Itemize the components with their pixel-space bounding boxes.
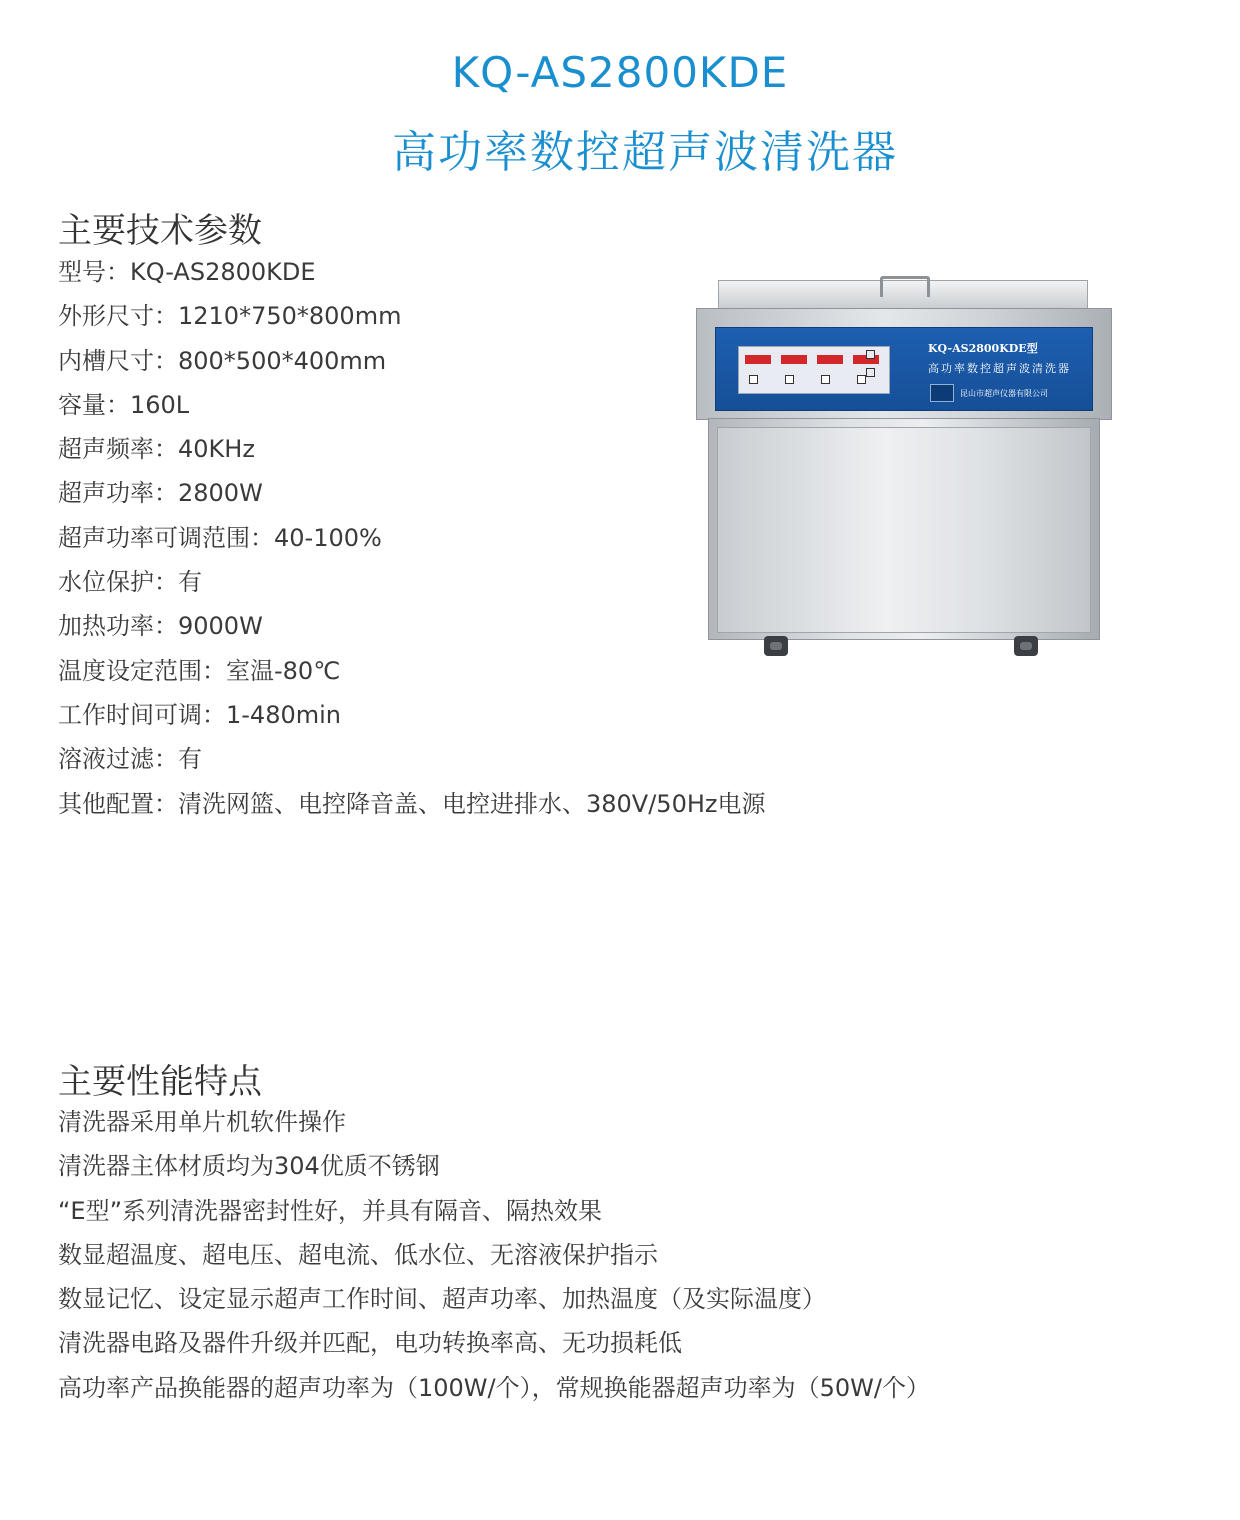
specs-heading: 主要技术参数 [58,211,262,251]
readout-time [817,355,843,364]
features-heading: 主要性能特点 [58,1062,262,1102]
panel-button [857,375,866,384]
caster-wheel [1014,636,1038,656]
spec-item: 溶液过滤：有 [58,745,202,774]
feature-item: 数显超温度、超电压、超电流、低水位、无溶液保护指示 [58,1240,658,1269]
spec-item: 加热功率：9000W [58,612,263,641]
front-panel [717,427,1091,633]
spec-item: 超声功率：2800W [58,479,263,508]
feature-item: 清洗器主体材质均为304优质不锈钢 [58,1152,440,1181]
panel-button [821,375,830,384]
spec-item: 内槽尺寸：800*500*400mm [58,346,387,375]
panel-model-label: KQ-AS2800KDE型 [928,342,1038,355]
company-logo [930,384,954,402]
feature-item: 清洗器电路及器件升级并匹配，电功转换率高、无功损耗低 [58,1329,682,1358]
spec-item: 型号：KQ-AS2800KDE [58,258,316,286]
specs-list [58,250,766,826]
panel-name-label: 高功率数控超声波清洗器 [928,362,1071,375]
product-upper-body [696,308,1112,420]
features-list [58,1100,930,1410]
spec-item: 外形尺寸：1210*750*800mm [58,302,402,331]
spec-item: 水位保护：有 [58,568,202,597]
product-image [696,280,1110,662]
feature-item: 清洗器采用单片机软件操作 [58,1108,346,1136]
spec-item: 容量：160L [58,390,190,419]
caster-wheel [764,636,788,656]
spec-item: 工作时间可调：1-480min [58,700,341,729]
spec-item: 温度设定范围：室温-80℃ [58,656,341,685]
readout-power [781,355,807,364]
product-name-title: 高功率数控超声波清洗器 [392,127,898,178]
feature-item: 高功率产品换能器的超声功率为（100W/个），常规换能器超声功率为（50W/个） [58,1373,930,1402]
control-panel [715,327,1093,411]
spec-item: 超声频率：40KHz [58,435,255,464]
panel-button [785,375,794,384]
feature-item: “E型”系列清洗器密封性好，并具有隔音、隔热效果 [58,1196,603,1225]
panel-button [866,368,875,377]
product-lower-body [708,418,1100,640]
readout-temperature [745,355,771,364]
panel-button [866,350,875,359]
spec-item: 超声功率可调范围：40-100% [58,523,382,552]
lid-handle [880,276,930,297]
feature-item: 数显记忆、设定显示超声工作时间、超声功率、加热温度（及实际温度） [58,1285,826,1314]
product-model-title: KQ-AS2800KDE [451,48,789,97]
panel-button [749,375,758,384]
panel-company-label: 昆山市超声仪器有限公司 [960,389,1048,398]
spec-item: 其他配置：清洗网篮、电控降音盖、电控进排水、380V/50Hz电源 [58,789,766,818]
